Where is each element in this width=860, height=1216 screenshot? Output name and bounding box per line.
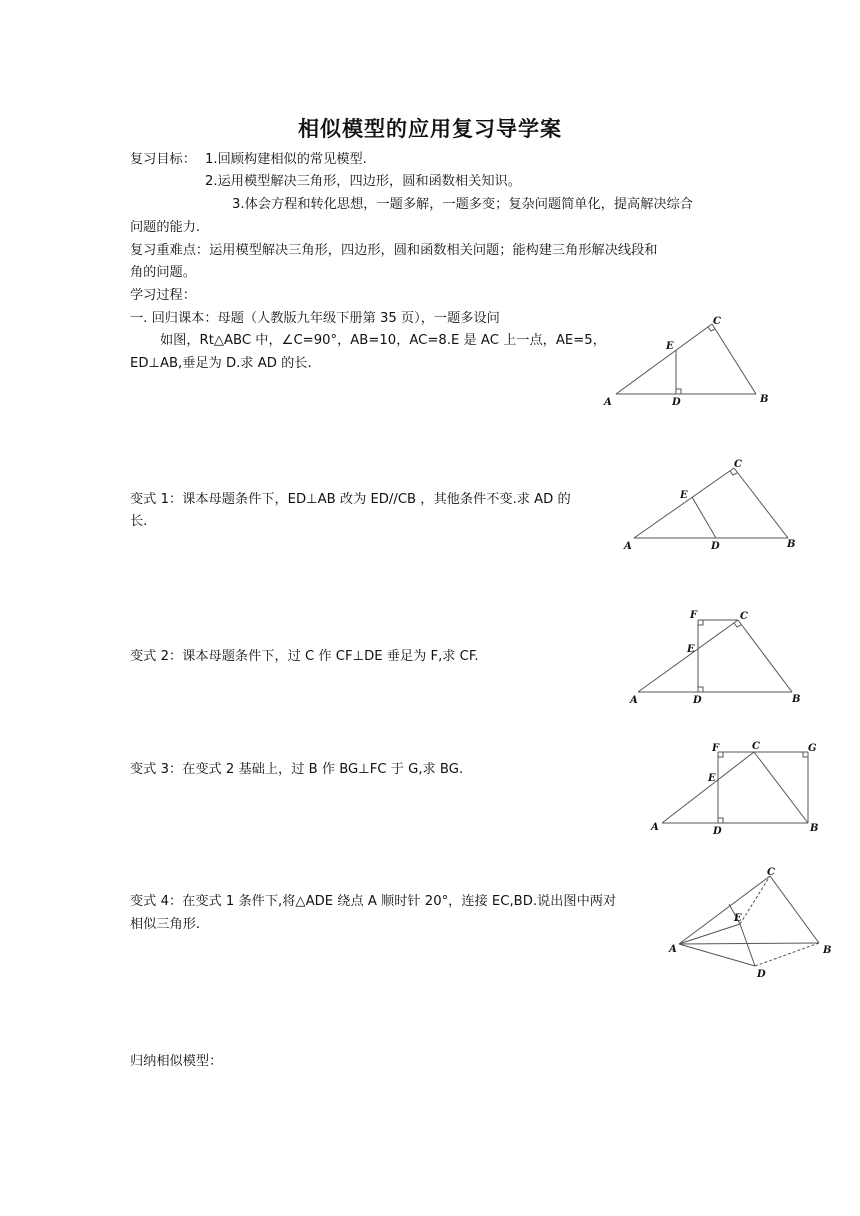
label-point-c: C (740, 611, 748, 622)
label-point-e: E (666, 341, 674, 352)
label-point-b: B (787, 539, 796, 550)
label-point-a: A (604, 397, 612, 408)
label-point-c: C (734, 459, 742, 470)
goal-item-3-line-1: 3.体会方程和转化思想，一题多解，一题多变；复杂问题简单化，提高解决综合 (232, 197, 693, 212)
label-point-c: C (752, 741, 760, 752)
label-point-e: E (680, 490, 688, 501)
variant3-line-1: 变式 3：在变式 2 基础上，过 B 作 BG⊥FC 于 G,求 BG. (130, 762, 464, 777)
label-point-d: D (693, 695, 702, 706)
label-point-f: F (712, 743, 720, 754)
process-label: 学习过程： (130, 288, 196, 303)
variant1-line-2: 长. (130, 514, 148, 529)
summary-label: 归纳相似模型： (130, 1054, 223, 1069)
goal-item-2: 2.运用模型解决三角形，四边形，圆和函数相关知识。 (205, 174, 521, 189)
figure-variant4 (664, 864, 844, 984)
variant4-line-2: 相似三角形. (130, 917, 201, 932)
label-point-f: F (690, 610, 698, 621)
figure-variant3 (648, 738, 838, 838)
label-point-a: A (669, 944, 677, 955)
key-points-line-2: 角的问题。 (130, 265, 196, 280)
label-point-e: E (734, 913, 742, 924)
label-point-c: C (767, 867, 775, 878)
label-point-d: D (713, 826, 722, 837)
label-point-d: D (672, 397, 681, 408)
label-point-d: D (711, 541, 720, 552)
label-point-a: A (651, 822, 659, 833)
variant4-line-1: 变式 4：在变式 1 条件下,将△ADE 绕点 A 顺时针 20°，连接 EC,BD.说出图中两对 (130, 894, 617, 909)
label-point-e: E (708, 773, 716, 784)
label-point-e: E (687, 644, 695, 655)
figure-mother-problem (600, 312, 790, 412)
label-point-c: C (713, 316, 721, 327)
label-point-a: A (630, 695, 638, 706)
mother-problem-line-2: ED⊥AB,垂足为 D.求 AD 的长. (130, 356, 312, 371)
label-point-b: B (810, 823, 819, 834)
label-point-b: B (760, 394, 769, 405)
key-points-line-1: 复习重难点：运用模型解决三角形，四边形，圆和函数相关问题；能构建三角形解决线段和 (130, 243, 658, 258)
goal-item-3-line-2: 问题的能力. (130, 220, 201, 235)
label-point-d: D (757, 969, 766, 980)
mother-problem-line-1: 如图，Rt△ABC 中，∠C=90°，AB=10，AC=8.E 是 AC 上一点，AE=5， (160, 333, 606, 348)
goals-label: 复习目标： (130, 152, 196, 167)
label-point-b: B (792, 694, 801, 705)
label-point-b: B (823, 945, 832, 956)
variant2-line-1: 变式 2：课本母题条件下，过 C 作 CF⊥DE 垂足为 F,求 CF. (130, 649, 479, 664)
variant1-line-1: 变式 1：课本母题条件下，ED⊥AB 改为 ED//CB ，其他条件不变.求 AD 的 (130, 492, 571, 507)
label-point-g: G (808, 743, 817, 754)
goal-item-1: 1.回顾构建相似的常见模型. (205, 152, 367, 167)
page-title: 相似模型的应用复习导学案 (298, 116, 562, 141)
label-point-a: A (624, 541, 632, 552)
figure-variant2 (626, 606, 816, 711)
figure-variant1 (620, 456, 810, 556)
section1-heading: 一. 回归课本：母题（人教版九年级下册第 35 页），一题多设问 (130, 311, 500, 326)
